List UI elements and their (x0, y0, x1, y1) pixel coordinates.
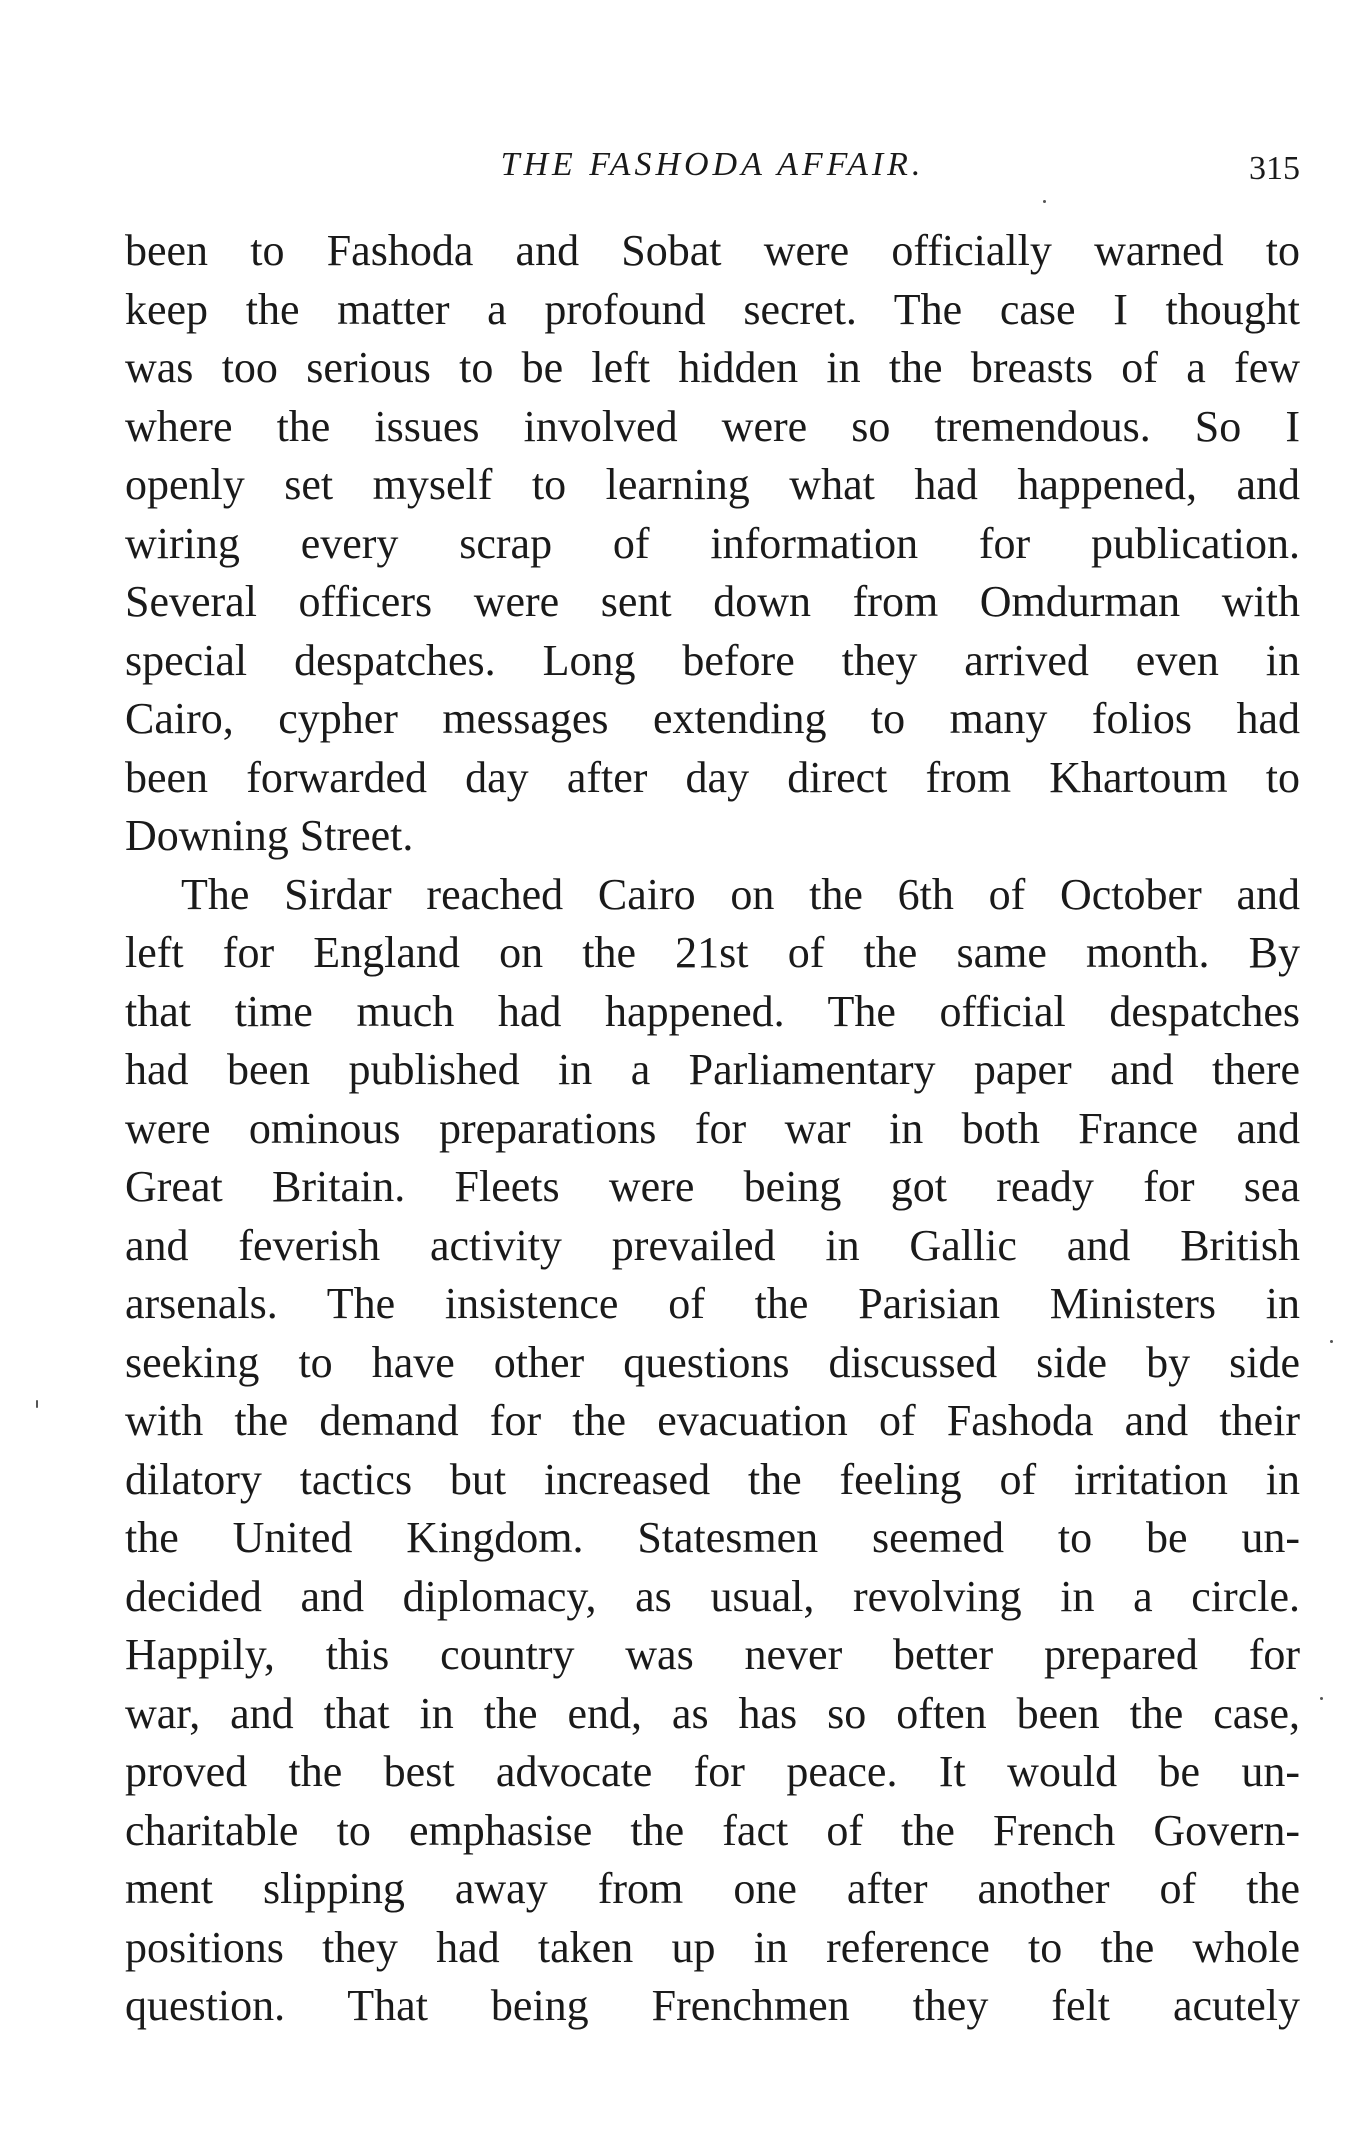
paragraph-1 (125, 222, 1300, 866)
text-line: Downing Street. (125, 811, 414, 860)
running-title: THE FASHODA AFFAIR. (500, 146, 925, 183)
text-line: Great Britain. Fleets were being got ready for sea (125, 1162, 1300, 1211)
scan-speck (1043, 200, 1046, 203)
scan-speck (36, 1400, 38, 1408)
scan-speck (1320, 1697, 1323, 1700)
paragraph-2 (125, 866, 1300, 2036)
text-line: where the issues involved were so tremendous. So I (125, 401, 1300, 451)
text-line: were ominous preparations for war in both France and (125, 1103, 1300, 1153)
text-line: dilatory tactics but increased the feeling of irritation in (125, 1454, 1300, 1504)
scan-speck (1330, 1340, 1333, 1343)
text-line: keep the matter a profound secret. The case I thought (125, 284, 1300, 334)
text-line: Cairo, cypher messages extending to many folios had (125, 694, 1300, 743)
text-line: Several officers were sent down from Omdurman with (125, 577, 1300, 626)
text-line: ment slipping away from one after another of the (125, 1864, 1300, 1913)
text-line: was too serious to be left hidden in the breasts of a few (125, 343, 1300, 392)
text-line: wiring every scrap of information for publication. (125, 518, 1300, 568)
text-line: that time much had happened. The official despatches (125, 986, 1300, 1036)
text-line: charitable to emphasise the fact of the French Govern- (125, 1805, 1300, 1855)
page-number: 315 (1249, 150, 1300, 187)
text-line: openly set myself to learning what had happened, and (125, 460, 1300, 509)
text-line: special despatches. Long before they arrived even in (125, 635, 1300, 685)
running-head (125, 140, 1300, 190)
text-line: left for England on the 21st of the same month. By (125, 928, 1300, 977)
text-line: question. That being Frenchmen they felt acutely (125, 1981, 1300, 2030)
text-line: proved the best advocate for peace. It would be un- (125, 1747, 1300, 1796)
text-line: had been published in a Parliamentary paper and there (125, 1045, 1300, 1094)
text-line: war, and that in the end, as has so often been the case, (125, 1688, 1300, 1738)
text-line: The Sirdar reached Cairo on the 6th of October and (181, 869, 1300, 919)
text-line: seeking to have other questions discussed side by side (125, 1337, 1300, 1387)
text-line: decided and diplomacy, as usual, revolving in a circle. (125, 1571, 1300, 1621)
text-line: the United Kingdom. Statesmen seemed to be un- (125, 1513, 1300, 1562)
body-text (125, 222, 1300, 2036)
text-line: Happily, this country was never better prepared for (125, 1630, 1300, 1679)
text-line: been to Fashoda and Sobat were officially warned to (125, 226, 1300, 275)
text-line: and feverish activity prevailed in Gallic and British (125, 1220, 1300, 1270)
text-line: arsenals. The insistence of the Parisian Ministers in (125, 1279, 1300, 1328)
text-line: with the demand for the evacuation of Fashoda and their (125, 1396, 1300, 1445)
text-line: been forwarded day after day direct from Khartoum to (125, 752, 1300, 802)
text-line: positions they had taken up in reference to the whole (125, 1922, 1300, 1972)
